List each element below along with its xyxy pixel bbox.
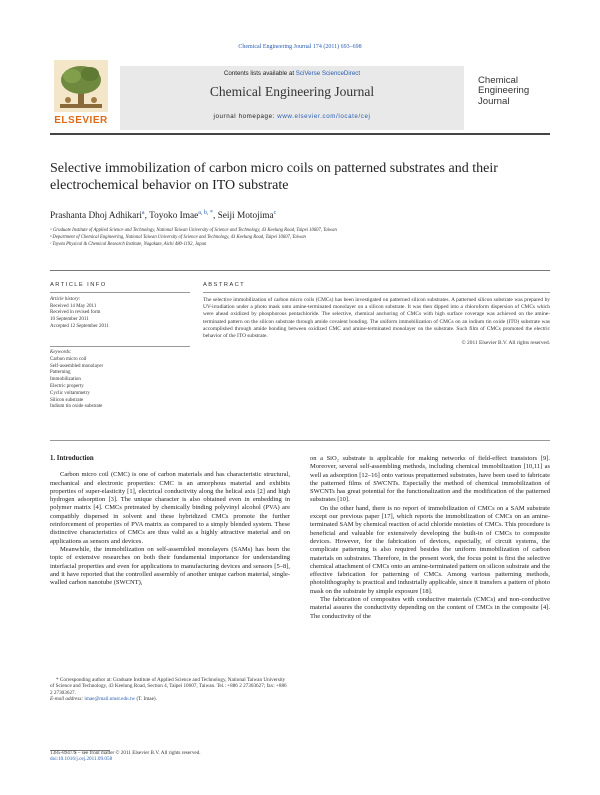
author-affiliation-mark[interactable]: a, b, * <box>198 210 213 216</box>
history-item: Received in revised form <box>50 310 101 316</box>
doi-link[interactable]: doi:10.1016/j.cej.2011.09.058 <box>50 756 113 763</box>
elsevier-logo[interactable] <box>50 58 112 130</box>
article-title <box>50 160 550 194</box>
keyword-item: Cyclic voltammetry <box>50 390 90 396</box>
elsevier-wordmark: ELSEVIER <box>54 115 108 126</box>
keyword-item: Carbon micro coil <box>50 356 87 362</box>
email-suffix: (T. Imae). <box>135 696 157 703</box>
body-paragraph: The fabrication of composites with conductive materials (CMCs) and non-conductive material assures the conductivity depending on the content of CMCs in the composite [4]. The conductivity of the <box>310 596 550 620</box>
sciencedirect-link[interactable]: SciVerse ScienceDirect <box>295 70 361 77</box>
keywords-rule <box>50 346 190 347</box>
keyword-item: Electric property <box>50 383 84 389</box>
corresponding-author-note: * Corresponding author at: Graduate Institute of Applied Science and Technology, National Taiwan University of Science and Technology, 43 Keelung Road, Section 4, Taipei 10607, Taiwan. Tel.: +886 2 27303627; fax: +886 2 27303627. <box>50 677 287 696</box>
article-title-line: electrochemical behavior on ITO substrate <box>50 178 289 193</box>
abstract-rule <box>203 292 550 293</box>
keywords <box>50 350 190 411</box>
article-info-rule <box>50 292 190 293</box>
journal-cover-title[interactable] <box>478 76 550 107</box>
elsevier-tree-icon <box>54 60 108 112</box>
history-label: Article history: <box>50 297 81 302</box>
history-item: 10 September 2011 <box>50 317 89 323</box>
cover-title-line: Journal <box>478 95 510 107</box>
email-label: E-mail address: <box>50 696 85 703</box>
article-info-header: ARTICLE INFO <box>50 282 107 288</box>
history-item: Accepted 12 September 2011 <box>50 323 109 329</box>
affiliation-c: ᶜ Toyota Physical & Chemical Research Institute, Nagakute, Aichi 480-1192, Japan <box>50 242 207 247</box>
author-affiliation-mark[interactable]: a <box>141 210 145 216</box>
body-column-right <box>310 455 550 621</box>
keyword-item: Silicon substrate <box>50 397 84 403</box>
introduction-heading: 1. Introduction <box>50 455 94 462</box>
history-item: Received 14 May 2011 <box>50 303 97 309</box>
cover-title-line: Chemical <box>478 75 518 86</box>
contents-line <box>120 70 464 77</box>
abstract-header: ABSTRACT <box>203 282 246 288</box>
homepage-line <box>120 113 464 120</box>
masthead-divider <box>50 133 550 135</box>
keywords-label: Keywords: <box>50 350 72 355</box>
keyword-item: Patterning <box>50 370 71 376</box>
author-name[interactable]: Toyoko Imae <box>149 211 199 222</box>
cover-title-line: Engineering <box>478 85 530 97</box>
keyword-item: Immobilization <box>50 377 81 383</box>
affiliation-b: ᵇ Department of Chemical Engineering, National Taiwan University of Science and Technology, 43 Keelung Road, Taipei 10607, Taiwan <box>50 235 306 240</box>
article-history <box>50 297 190 331</box>
affiliations <box>50 227 550 248</box>
body-paragraph: Meanwhile, the immobilization on self-assembled monolayers (SAMs) has been the topic of extensive researches on both their fundamental importance for understanding interfacial properties and even for applications to manufacturing devices and sensors [5–8], and it have reported that the controlled assembly of another unique carbon material, single-walled carbon nanotube (SWCNT), <box>50 545 290 587</box>
publication-identifiers <box>50 750 290 763</box>
body-paragraph: Carbon micro coil (CMC) is one of carbon materials and has characteristic structural, mechanical and electronic properties: CMC is an amorphous material and exhibits properties of super-elasticity [1], electrical conductivity along the helical axis [2] and high hydrogen adsorption [3]. The unique character is also obtained even in embedding in polymer matrix [4]. CMCs pretreated by chemically binding polyvinyl alcohol (PVA) are compatibly dispersed in solvent and these hybridized CMCs promote the further reinforcement of properties of PVA matrix as compared to a simply blended system. These distinctive characteristics of CMCs are thus valid as a highly attractive material and on applications as sensors and devices. <box>50 471 290 545</box>
keyword-item: Self-assembled monolayer <box>50 363 104 369</box>
journal-title[interactable]: Chemical Engineering Journal <box>209 84 375 99</box>
body-paragraph: on a SiO₂ substrate is applicable for making networks of field-effect transistors [9]. Moreover, several self-assembling methods, including chemical immobilization [10,11] as well as adsorption [12–16] onto various prepatterned substrates, have been used to fabricate the patterned films of SWCNTs. Especially the method of chemical immobilization of SWCNTs has great potential for the functionalization and the modification of the patterned substrates [10]. <box>310 455 550 504</box>
article-title-line: Selective immobilization of carbon micro coils on patterned substrates and their <box>50 161 498 176</box>
body-column-left <box>50 455 290 587</box>
body-paragraph: On the other hand, there is no report of immobilization of CMCs on a SAM substrate except our previous paper [17], which reports the immobilization of CMCs on an amine-terminated SAM by chemical reaction of acid chloride moieties of CMCs. This procedure is beneficial and valuable for extensively developing the built-in of CMCs to composite devices. However, for the fabrication of devices, especially, of circuit systems, the complicate patterning is also required besides the uniform immobilization of carbon materials on substrates. Therefore, in the present work, the focus point is first the selective chemical attachment of CMCs onto an amine-terminated pattern on silicon substrate and the effective fabrication for patterning of CMCs. Among various patterning methods, photolithography is practical and industrially applicable, since it transfers a pattern of photo mask on the substrate by simple exposure [18]. <box>310 504 550 595</box>
body-divider <box>50 440 550 441</box>
author-name[interactable]: Seiji Motojima <box>217 211 274 222</box>
issn-line: 1385-8947/$ – see front matter © 2011 Elsevier B.V. All rights reserved. <box>50 750 201 756</box>
email-link[interactable]: imae@mail.ntust.edu.tw <box>84 696 136 703</box>
homepage-link[interactable]: www.elsevier.com/locate/cej <box>277 113 371 120</box>
abstract-body: The selective immobilization of carbon micro coils (CMCs) has been investigated on patterned silicon substrates. A patterned silicon substrate was prepared by UV-irradiation under a photo mask onto amine-terminated monolayer on a silicon substrate. It was then dipped into a chloroform dispersion of CMCs which were ahead oxidized by phosphorous pentachloride. The selective, chemical anchoring of CMCs with high surface coverage was achieved on the amine-terminated pattern on the silicon substrate through amide covalent bonding. The uniform immobilization of CMCs on an indium tin oxide (ITO) substrate was accomplished through amide bonding between oxidized CMC and amine-terminated monolayer on the substrate. Such film of CMCs promoted the electric behavior of the ITO substrate. <box>203 297 550 340</box>
keyword-item: Indium tin oxide substrate <box>50 404 103 410</box>
author-list: Prashanta Dhoj Adhikari$^a$, Toyoko Imae$^{a, b, *}$, Seiji Motojima$^c$ <box>50 210 277 222</box>
author-affiliation-mark[interactable]: c <box>273 210 277 216</box>
email-line <box>50 696 290 702</box>
homepage-prefix: journal homepage: <box>213 113 278 120</box>
affiliation-a: ᵃ Graduate Institute of Applied Science and Technology, National Taiwan University of Science and Technology, 43 Keelung Road, Taipei 10607, Taiwan <box>50 228 337 233</box>
contents-prefix: Contents lists available at <box>223 70 296 77</box>
author-name[interactable]: Prashanta Dhoj Adhikari <box>50 211 142 222</box>
abstract-copyright: © 2011 Elsevier B.V. All rights reserved. <box>461 340 550 347</box>
journal-citation[interactable]: Chemical Engineering Journal 174 (2011) 693–698 <box>238 44 362 50</box>
footnotes <box>50 677 290 703</box>
masthead <box>50 58 550 130</box>
journal-banner <box>120 66 464 130</box>
abstract-text <box>203 297 550 347</box>
header-divider <box>50 270 550 271</box>
